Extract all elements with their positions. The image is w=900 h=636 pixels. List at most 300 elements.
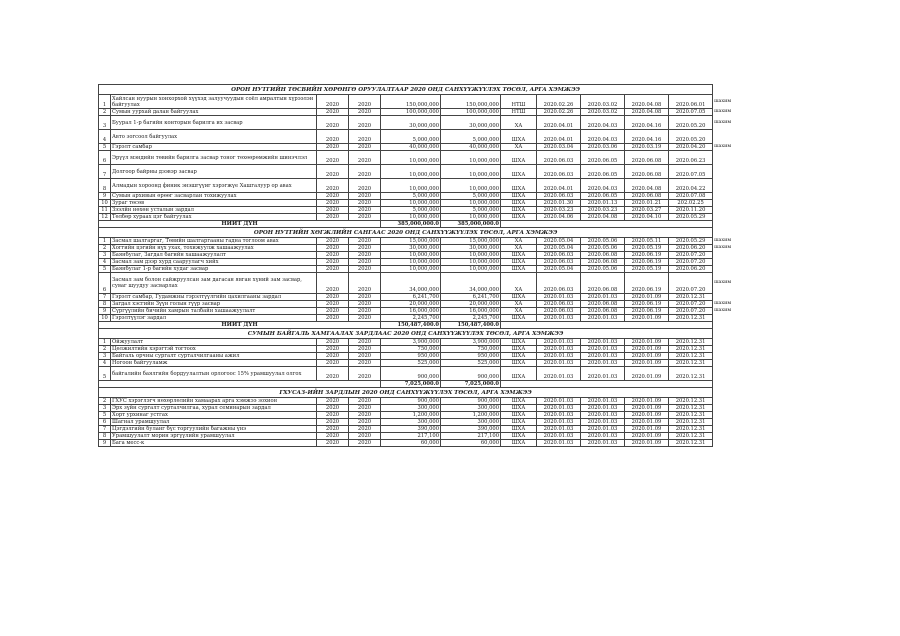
total-budget: 20,000,000 xyxy=(381,301,441,308)
procurement-method: ХА xyxy=(501,245,537,252)
evaluate-date: 2020.01.09 xyxy=(625,412,669,419)
end-year: 2020 xyxy=(349,245,381,252)
row-number: 1 xyxy=(99,238,111,245)
year-budget: 10,000,000 xyxy=(441,200,501,207)
start-year: 2020 xyxy=(317,360,349,367)
end-year: 2020 xyxy=(349,179,381,193)
announce-date: 2020.06.03 xyxy=(537,165,581,179)
procurement-method: ШХА xyxy=(501,367,537,381)
end-year: 2020 xyxy=(349,214,381,221)
start-year: 2020 xyxy=(317,151,349,165)
note xyxy=(713,367,779,381)
row-number: 11 xyxy=(99,207,111,214)
table-row xyxy=(99,259,779,266)
evaluate-date: 2020.03.19 xyxy=(625,144,669,151)
open-date: 2020.06.05 xyxy=(581,165,625,179)
announce-date: 2020.01.03 xyxy=(537,294,581,301)
announce-date: 2020.06.03 xyxy=(537,273,581,294)
open-date: 2020.06.08 xyxy=(581,259,625,266)
announce-date: 2020.06.03 xyxy=(537,308,581,315)
table-row xyxy=(99,315,779,322)
project-name: Зураг төсөв xyxy=(111,200,317,207)
open-date: 2020.01.03 xyxy=(581,412,625,419)
contract-date: 2020.07.08 xyxy=(669,193,713,200)
empty-cell xyxy=(501,381,713,388)
table-row xyxy=(99,109,779,116)
contract-date: 2020.06.01 xyxy=(669,95,713,109)
table-row xyxy=(99,308,779,315)
evaluate-date: 2020.05.19 xyxy=(625,245,669,252)
project-name: Алмадын хороонд финик энэшгүүиг хэрэгжүе Хашгалуур ор авах xyxy=(111,179,317,193)
note xyxy=(713,381,779,388)
section-title: ГХУСАЗ-ИЙН ЗАРДЛЫН 2020 ОНД САНХҮҮЖҮҮЛЭХ ТӨСӨЛ, АРГА ХЭМЖЭЭ xyxy=(99,388,713,398)
contract-date: 2020.12.31 xyxy=(669,360,713,367)
total-budget: 525,000 xyxy=(381,360,441,367)
year-budget: 10,000,000 xyxy=(441,214,501,221)
announce-date: 2020.01.03 xyxy=(537,339,581,346)
start-year: 2020 xyxy=(317,266,349,273)
note xyxy=(713,221,779,228)
announce-date: 2020.01.03 xyxy=(537,433,581,440)
open-date: 2020.06.08 xyxy=(581,273,625,294)
open-date: 2020.04.03 xyxy=(581,116,625,130)
procurement-method: ШХА xyxy=(501,266,537,273)
row-number: 8 xyxy=(99,301,111,308)
project-name: Авто зогсоол байгуулах xyxy=(111,130,317,144)
year-budget: 40,000,000 xyxy=(441,144,501,151)
project-name: Баянбулаг 1-р багийн худаг засвар xyxy=(111,266,317,273)
announce-date: 2020.01.03 xyxy=(537,440,581,447)
project-name: ГХУС хэрэглэгч нөхөрлөлийн хамаарах арга хэмжээ зохион xyxy=(111,398,317,405)
project-name: Сумын уурхай далан байгуулах xyxy=(111,109,317,116)
year-budget: 300,000 xyxy=(441,419,501,426)
note xyxy=(713,433,779,440)
table-row xyxy=(99,266,779,273)
total-budget: 5,000,000 xyxy=(381,193,441,200)
end-year: 2020 xyxy=(349,419,381,426)
row-number: 2 xyxy=(99,398,111,405)
year-budget: 5,000,000 xyxy=(441,193,501,200)
row-number: 8 xyxy=(99,179,111,193)
contract-date: 2020.07.20 xyxy=(669,259,713,266)
note: шахим xyxy=(714,308,732,313)
open-date: 2020.03.02 xyxy=(581,109,625,116)
procurement-method: ШХА xyxy=(501,339,537,346)
end-year: 2020 xyxy=(349,266,381,273)
contract-date: 2020.12.31 xyxy=(669,412,713,419)
evaluate-date: 2020.06.19 xyxy=(625,273,669,294)
procurement-method: ХА xyxy=(501,273,537,294)
year-budget: 60,000 xyxy=(441,440,501,447)
total-budget: 300,000 xyxy=(381,419,441,426)
row-number: 9 xyxy=(99,440,111,447)
table-row xyxy=(99,151,779,165)
year-budget: 20,000,000 xyxy=(441,301,501,308)
open-date: 2020.01.03 xyxy=(581,315,625,322)
total-year-budget: 7,025,000.0 xyxy=(441,381,501,388)
total-row xyxy=(99,381,779,388)
year-budget: 16,000,000 xyxy=(441,308,501,315)
project-name: Загдал хэсгийн Зүүн голын гүүр засвар xyxy=(111,301,317,308)
note xyxy=(713,130,779,144)
total-budget: 10,000,000 xyxy=(381,214,441,221)
year-budget: 15,000,000 xyxy=(441,238,501,245)
total-budget: 10,000,000 xyxy=(381,200,441,207)
table-row xyxy=(99,214,779,221)
year-budget: 390,000 xyxy=(441,426,501,433)
announce-date: 2020.01.03 xyxy=(537,360,581,367)
row-number: 7 xyxy=(99,165,111,179)
year-budget: 30,000,000 xyxy=(441,245,501,252)
project-name: Сүргүүлийн бичийн хамрын талбайн хашаажуулалт xyxy=(111,308,317,315)
procurement-method: ШХА xyxy=(501,207,537,214)
year-budget: 10,000,000 xyxy=(441,259,501,266)
row-number: 5 xyxy=(99,412,111,419)
end-year: 2020 xyxy=(349,259,381,266)
evaluate-date: 2020.04.10 xyxy=(625,214,669,221)
total-budget: 10,000,000 xyxy=(381,165,441,179)
empty-cell xyxy=(501,221,713,228)
project-name: Цөлжилтийн хэрэгтэй тогтоох xyxy=(111,346,317,353)
procurement-method: ШХА xyxy=(501,412,537,419)
total-budget: 217,100 xyxy=(381,433,441,440)
project-name: Байгаль орчны сургалт сурталчилгааны ажил xyxy=(111,353,317,360)
procurement-method: ШХА xyxy=(501,433,537,440)
note xyxy=(713,252,779,259)
note: шахим xyxy=(714,280,732,285)
row-number: 3 xyxy=(99,405,111,412)
total-budget: 10,000,000 xyxy=(381,151,441,165)
open-date: 2020.05.06 xyxy=(581,266,625,273)
evaluate-date: 2020.04.08 xyxy=(625,109,669,116)
end-year: 2020 xyxy=(349,207,381,214)
note xyxy=(713,360,779,367)
project-name: Гэрэлт самбар, Гудамжны гэрэлтүүлгийн цахилгааны зардал xyxy=(111,294,317,301)
project-name: Эрүүл мэндийн төвийн барилга засвар тоног төхөөрөмжийн шинэчлэл xyxy=(111,151,317,165)
note xyxy=(713,294,779,301)
procurement-method: ШХА xyxy=(501,193,537,200)
announce-date: 2020.02.26 xyxy=(537,95,581,109)
open-date: 2020.01.13 xyxy=(581,200,625,207)
open-date: 2020.06.08 xyxy=(581,252,625,259)
start-year: 2020 xyxy=(317,207,349,214)
procurement-method: ШХА xyxy=(501,179,537,193)
note xyxy=(713,339,779,346)
table-row xyxy=(99,130,779,144)
evaluate-date: 2020.05.19 xyxy=(625,266,669,273)
end-year: 2020 xyxy=(349,144,381,151)
announce-date: 2020.03.04 xyxy=(537,144,581,151)
note xyxy=(713,228,779,238)
procurement-method: ХА xyxy=(501,238,537,245)
note xyxy=(713,193,779,200)
announce-date: 2020.05.04 xyxy=(537,245,581,252)
contract-date: 2020.04.22 xyxy=(669,179,713,193)
start-year: 2020 xyxy=(317,116,349,130)
announce-date: 2020.01.30 xyxy=(537,200,581,207)
row-number: 3 xyxy=(99,353,111,360)
announce-date: 2020.06.03 xyxy=(537,259,581,266)
table-row xyxy=(99,426,779,433)
year-budget: 950,000 xyxy=(441,353,501,360)
open-date: 2020.01.03 xyxy=(581,440,625,447)
start-year: 2020 xyxy=(317,412,349,419)
table-row xyxy=(99,116,779,130)
table-row xyxy=(99,353,779,360)
row-number: 9 xyxy=(99,193,111,200)
end-year: 2020 xyxy=(349,273,381,294)
procurement-method: ШХА xyxy=(501,151,537,165)
note xyxy=(713,259,779,266)
empty-cell xyxy=(501,322,713,329)
note: шахим xyxy=(714,98,732,104)
procurement-plan-sheet xyxy=(98,84,778,447)
procurement-method: ШХА xyxy=(501,353,537,360)
note xyxy=(713,329,779,339)
announce-date: 2020.03.23 xyxy=(537,207,581,214)
open-date: 2020.01.03 xyxy=(581,294,625,301)
project-name: Засмал зам болон сайжруулсан зам дагасан явган хүний зам засвар, суваг шуудуу засварлах xyxy=(111,273,317,294)
table-row xyxy=(99,144,779,151)
row-number: 4 xyxy=(99,130,111,144)
note xyxy=(713,388,779,398)
table-row xyxy=(99,419,779,426)
procurement-method: ШХА xyxy=(501,315,537,322)
total-budget: 34,000,000 xyxy=(381,273,441,294)
row-number: 6 xyxy=(99,273,111,294)
project-name: Хайлсан нуурын хонхорхой хүүхэд залуучуудын соёл амралтын хүрээлэн байгуулах xyxy=(111,95,317,109)
contract-date: 2020.07.05 xyxy=(669,165,713,179)
row-number: 7 xyxy=(99,294,111,301)
year-budget: 10,000,000 xyxy=(441,252,501,259)
evaluate-date: 2020.01.09 xyxy=(625,398,669,405)
year-budget: 300,000 xyxy=(441,405,501,412)
end-year: 2020 xyxy=(349,200,381,207)
procurement-method: НТШ xyxy=(501,109,537,116)
note xyxy=(713,207,779,214)
contract-date: 2020.12.31 xyxy=(669,433,713,440)
open-date: 2020.06.08 xyxy=(581,301,625,308)
note xyxy=(713,165,779,179)
table-row xyxy=(99,433,779,440)
note: шахим xyxy=(714,238,732,243)
row-number: 6 xyxy=(99,151,111,165)
procurement-method: ХА xyxy=(501,301,537,308)
project-name: Сумын архивын өрөөг засварлан тохижуулах xyxy=(111,193,317,200)
procurement-method: ШХА xyxy=(501,252,537,259)
procurement-method: ШХА xyxy=(501,214,537,221)
row-number: 10 xyxy=(99,315,111,322)
end-year: 2020 xyxy=(349,353,381,360)
end-year: 2020 xyxy=(349,339,381,346)
start-year: 2020 xyxy=(317,130,349,144)
contract-date: 202.02.25 xyxy=(669,200,713,207)
end-year: 2020 xyxy=(349,398,381,405)
project-name: Буурал 1-р багийн конторын барилга их засвар xyxy=(111,116,317,130)
note: шахим xyxy=(714,144,732,149)
open-date: 2020.01.03 xyxy=(581,339,625,346)
start-year: 2020 xyxy=(317,367,349,381)
table-row xyxy=(99,273,779,294)
announce-date: 2020.04.01 xyxy=(537,116,581,130)
year-budget: 150,000,000 xyxy=(441,95,501,109)
total-budget: 390,000 xyxy=(381,426,441,433)
total-budget: 385,000,000.0 xyxy=(381,221,441,228)
announce-date: 2020.06.03 xyxy=(537,151,581,165)
table-row xyxy=(99,412,779,419)
end-year: 2020 xyxy=(349,412,381,419)
year-budget: 34,000,000 xyxy=(441,273,501,294)
evaluate-date: 2020.01.09 xyxy=(625,440,669,447)
end-year: 2020 xyxy=(349,346,381,353)
note: шахим xyxy=(714,245,732,250)
section-title: ОРОН НУТГИЙН ТӨСВИЙН ХӨРӨНГӨ ОРУУЛАЛТААР 2020 ОНД САНХҮҮЖҮҮЛЭХ ТӨСӨЛ, АРГА ХЭМЖЭЭ xyxy=(99,85,713,95)
table-row xyxy=(99,238,779,245)
start-year: 2020 xyxy=(317,308,349,315)
start-year: 2020 xyxy=(317,144,349,151)
start-year: 2020 xyxy=(317,238,349,245)
open-date: 2020.01.03 xyxy=(581,405,625,412)
evaluate-date: 2020.04.08 xyxy=(625,95,669,109)
section-title: ОРОН НУТГИЙН ХӨГЖЛИЙН САНГААС 2020 ОНД САНХҮҮЖҮҮЛЭХ ТӨСӨЛ, АРГА ХЭМЖЭЭ xyxy=(99,228,713,238)
total-year-budget: 150,487,400.0 xyxy=(441,322,501,329)
year-budget: 6,241,700 xyxy=(441,294,501,301)
open-date: 2020.01.03 xyxy=(581,367,625,381)
total-label: НИЙТ ДҮН xyxy=(99,322,381,329)
contract-date: 2020.11.20 xyxy=(669,207,713,214)
table-row xyxy=(99,200,779,207)
contract-date: 2020.04.20 xyxy=(669,144,713,151)
total-budget: 950,000 xyxy=(381,353,441,360)
evaluate-date: 2020.06.08 xyxy=(625,193,669,200)
note xyxy=(713,179,779,193)
year-budget: 5,000,000 xyxy=(441,207,501,214)
open-date: 2020.04.03 xyxy=(581,179,625,193)
start-year: 2020 xyxy=(317,398,349,405)
open-date: 2020.03.06 xyxy=(581,144,625,151)
evaluate-date: 2020.01.09 xyxy=(625,419,669,426)
row-number: 5 xyxy=(99,367,111,381)
total-budget: 150,000,000 xyxy=(381,95,441,109)
contract-date: 2020.12.31 xyxy=(669,419,713,426)
note xyxy=(713,346,779,353)
year-budget: 3,900,000 xyxy=(441,339,501,346)
evaluate-date: 2020.03.27 xyxy=(625,207,669,214)
total-budget: 30,000,000 xyxy=(381,245,441,252)
procurement-method: ХА xyxy=(501,144,537,151)
start-year: 2020 xyxy=(317,426,349,433)
year-budget: 10,000,000 xyxy=(441,266,501,273)
section-title: СУМЫН БАЙГАЛЬ ХАМГААЛАХ ЗАРДЛААС 2020 ОНД САНХҮҮЖҮҮЛЭХ ТӨСӨЛ, АРГА ХЭМЖЭЭ xyxy=(99,329,713,339)
end-year: 2020 xyxy=(349,238,381,245)
total-budget: 900,000 xyxy=(381,367,441,381)
total-budget: 1,200,000 xyxy=(381,412,441,419)
contract-date: 2020.12.31 xyxy=(669,367,713,381)
start-year: 2020 xyxy=(317,315,349,322)
row-number: 4 xyxy=(99,259,111,266)
table-row xyxy=(99,346,779,353)
note xyxy=(713,322,779,329)
row-number: 8 xyxy=(99,433,111,440)
procurement-method: ШХА xyxy=(501,200,537,207)
end-year: 2020 xyxy=(349,440,381,447)
total-budget: 6,241,700 xyxy=(381,294,441,301)
procurement-method: ШХА xyxy=(501,259,537,266)
year-budget: 5,000,000 xyxy=(441,130,501,144)
start-year: 2020 xyxy=(317,193,349,200)
row-number: 3 xyxy=(99,116,111,130)
row-number: 2 xyxy=(99,346,111,353)
table-row xyxy=(99,294,779,301)
end-year: 2020 xyxy=(349,367,381,381)
table-row xyxy=(99,179,779,193)
total-year-budget: 385,000,000.0 xyxy=(441,221,501,228)
project-name: Засмал зам дээр хурд сааруулагч хийх xyxy=(111,259,317,266)
project-name: Засмал шалгаргаг, Төвийн шалгаргааны гадна тоглоом авах xyxy=(111,238,317,245)
open-date: 2020.01.03 xyxy=(581,426,625,433)
end-year: 2020 xyxy=(349,405,381,412)
end-year: 2020 xyxy=(349,294,381,301)
row-number: 5 xyxy=(99,144,111,151)
procurement-method: ШХА xyxy=(501,405,537,412)
table-row xyxy=(99,440,779,447)
procurement-method: ШХА xyxy=(501,360,537,367)
end-year: 2020 xyxy=(349,315,381,322)
project-name: Шагнал урамшуулал xyxy=(111,419,317,426)
end-year: 2020 xyxy=(349,301,381,308)
announce-date: 2020.05.04 xyxy=(537,266,581,273)
announce-date: 2020.05.04 xyxy=(537,238,581,245)
year-budget: 1,200,000 xyxy=(441,412,501,419)
announce-date: 2020.04.06 xyxy=(537,214,581,221)
procurement-method: ШХА xyxy=(501,130,537,144)
contract-date: 2020.06.20 xyxy=(669,266,713,273)
open-date: 2020.01.03 xyxy=(581,433,625,440)
total-budget: 100,000,000 xyxy=(381,109,441,116)
project-name: Төлбөр хураах цэг байгуулах xyxy=(111,214,317,221)
project-name: Баянбулаг, Загдал багийн хашаажуулалт xyxy=(111,252,317,259)
start-year: 2020 xyxy=(317,294,349,301)
row-number: 1 xyxy=(99,339,111,346)
contract-date: 2020.12.31 xyxy=(669,398,713,405)
evaluate-date: 2020.01.09 xyxy=(625,433,669,440)
contract-date: 2020.07.20 xyxy=(669,273,713,294)
start-year: 2020 xyxy=(317,339,349,346)
contract-date: 2020.12.31 xyxy=(669,346,713,353)
row-number: 10 xyxy=(99,200,111,207)
open-date: 2020.05.06 xyxy=(581,238,625,245)
contract-date: 2020.12.31 xyxy=(669,440,713,447)
evaluate-date: 2020.01.09 xyxy=(625,294,669,301)
note: шахим xyxy=(714,119,732,125)
announce-date: 2020.06.03 xyxy=(537,301,581,308)
contract-date: 2020.05.29 xyxy=(669,238,713,245)
end-year: 2020 xyxy=(349,360,381,367)
contract-date: 2020.12.31 xyxy=(669,315,713,322)
table-row xyxy=(99,405,779,412)
total-budget: 900,000 xyxy=(381,398,441,405)
note: шахим xyxy=(714,301,732,306)
contract-date: 2020.07.20 xyxy=(669,252,713,259)
total-budget: 10,000,000 xyxy=(381,179,441,193)
start-year: 2020 xyxy=(317,301,349,308)
start-year: 2020 xyxy=(317,353,349,360)
total-budget: 5,000,000 xyxy=(381,130,441,144)
announce-date: 2020.04.01 xyxy=(537,130,581,144)
end-year: 2020 xyxy=(349,193,381,200)
evaluate-date: 2020.06.19 xyxy=(625,308,669,315)
total-row xyxy=(99,221,779,228)
